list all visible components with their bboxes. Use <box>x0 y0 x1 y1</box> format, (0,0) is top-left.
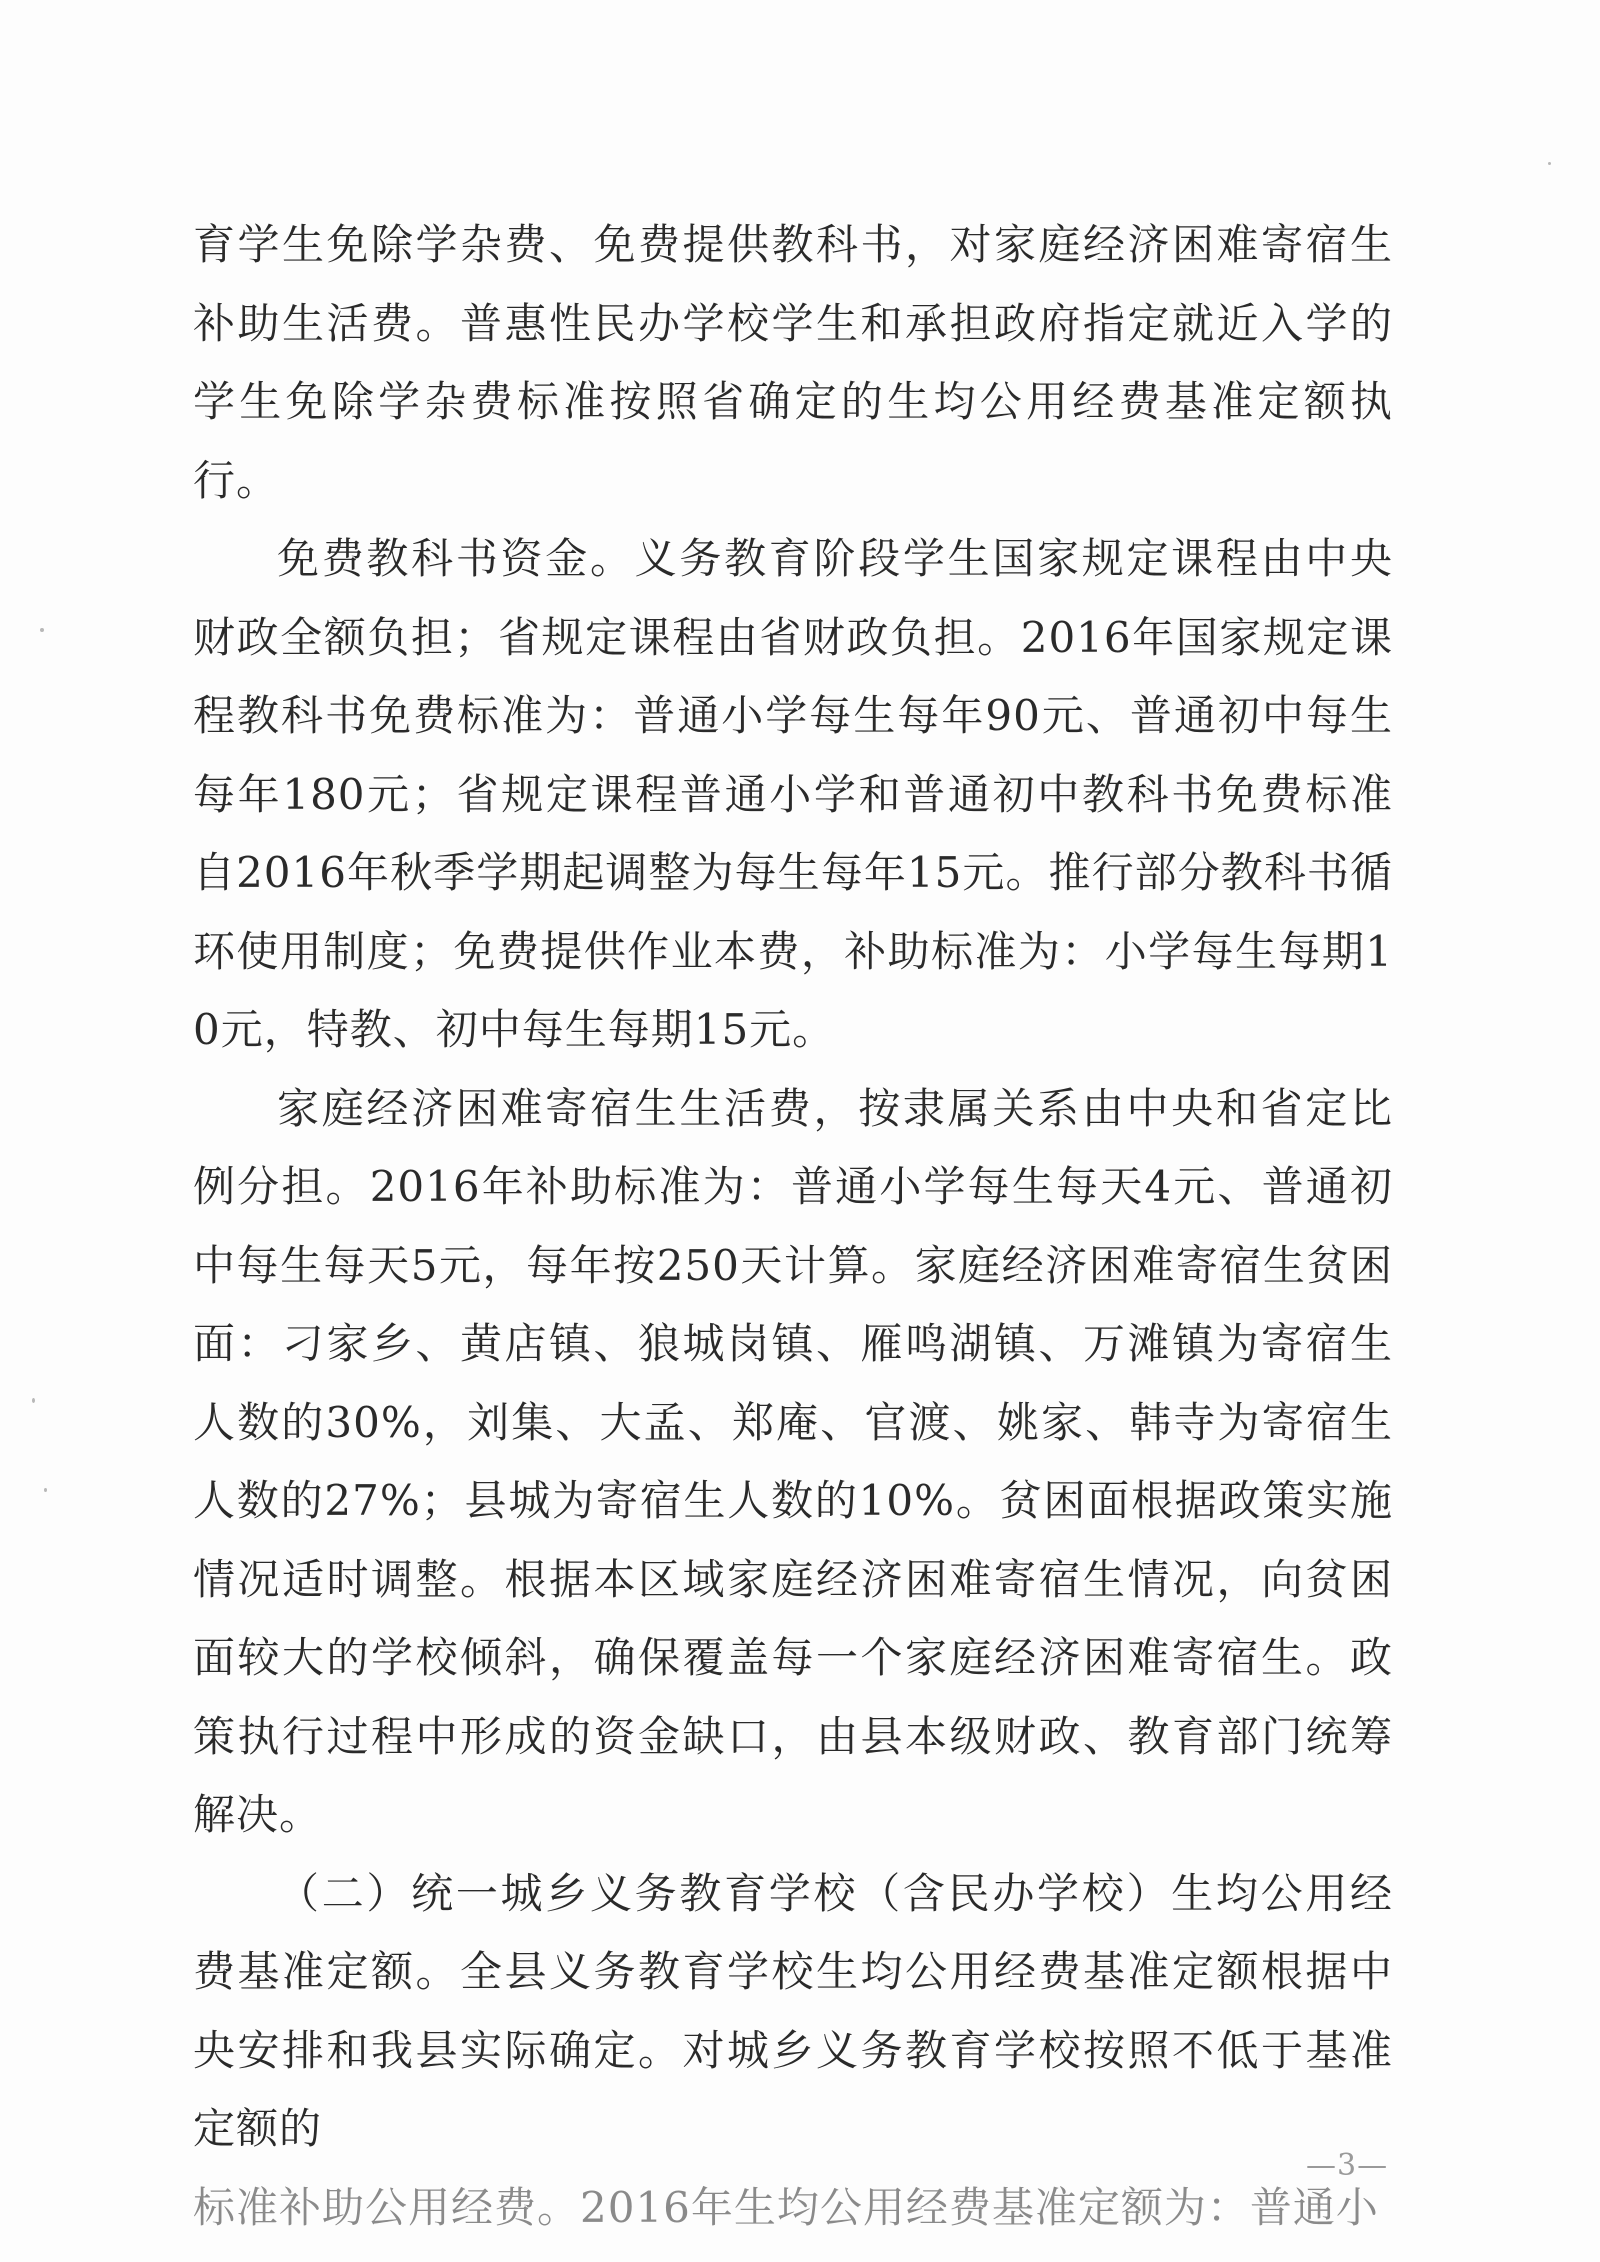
paragraph-boarding-subsidy: 家庭经济困难寄宿生生活费，按隶属关系由中央和省定比例分担。2016年补助标准为：普通小学每生每天4元、普通初中每生每天5元，每年按250天计算。家庭经济困难寄宿生贫困面：刁家乡、黄店镇、狼城岗镇、雁鸣湖镇、万滩镇为寄宿生人数的30%，刘集、大孟、郑庵、官渡、姚家、韩寺为寄宿生人数的27%；县城为寄宿生人数的10%。贫困面根据政策实施情况适时调整。根据本区域家庭经济困难寄宿生情况，向贫困面较大的学校倾斜，确保覆盖每一个家庭经济困难寄宿生。政策执行过程中形成的资金缺口，由县本级财政、教育部门统筹解决。 <box>193 1083 1393 1839</box>
faded-last-line: 标准补助公用经费。2016年生均公用经费基准定额为：普通小 <box>193 2182 1379 2232</box>
scan-speck <box>1548 162 1551 165</box>
scan-speck <box>32 1398 35 1403</box>
scan-speck <box>44 1488 47 1492</box>
scan-speck <box>40 628 44 632</box>
paragraph-continuation: 育学生免除学杂费、免费提供教科书，对家庭经济困难寄宿生补助生活费。普惠性民办学校学生和承担政府指定就近入学的学生免除学杂费标准按照省确定的生均公用经费基准定额执行。 <box>193 220 1393 505</box>
page-number: —3— <box>1306 2148 1389 2183</box>
paragraph-textbook-funds: 免费教科书资金。义务教育阶段学生国家规定课程由中央财政全额负担；省规定课程由省财政负担。2016年国家规定课程教科书免费标准为：普通小学每生每年90元、普通初中每生每年180元；省规定课程普通小学和普通初中教科书免费标准自2016年秋季学期起调整为每生每年15元。推行部分教科书循环使用制度；免费提供作业本费，补助标准为：小学每生每期10元，特教、初中每生每期15元。 <box>193 534 1393 1054</box>
paragraph-section-two: （二）统一城乡义务教育学校（含民办学校）生均公用经费基准定额。全县义务教育学校生均公用经费基准定额根据中央安排和我县实际确定。对城乡义务教育学校按照不低于基准定额的 <box>193 1868 1393 2153</box>
document-body <box>193 206 1393 2247</box>
